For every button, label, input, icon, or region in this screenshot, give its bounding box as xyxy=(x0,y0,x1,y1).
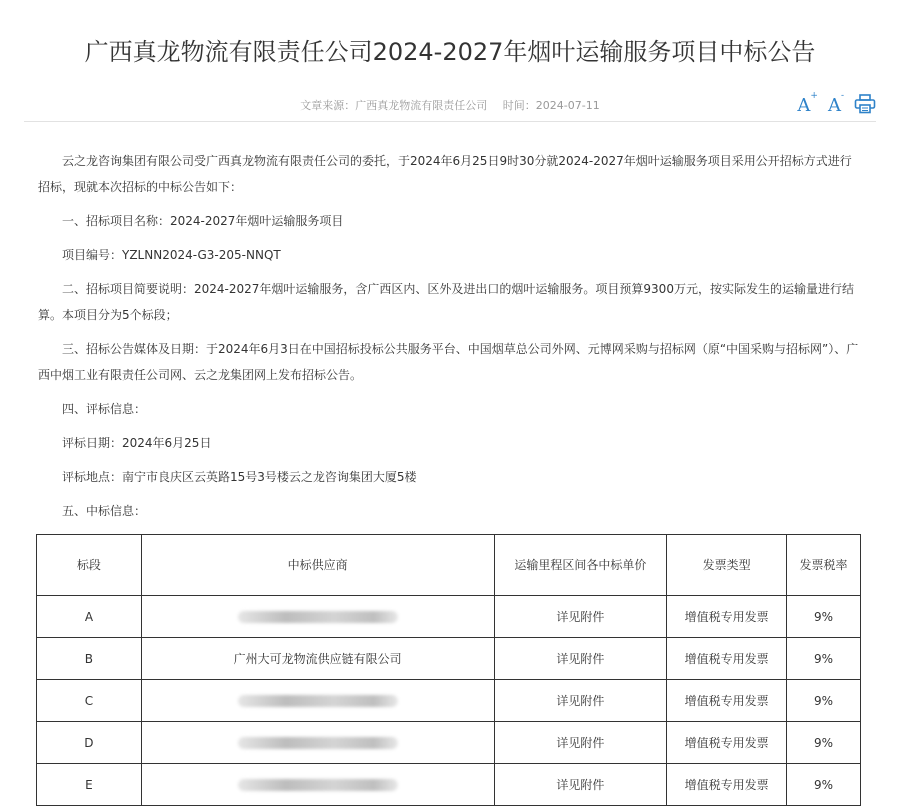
announcement-media-paragraph: 三、招标公告媒体及日期：于2024年6月3日在中国招标投标公共服务平台、中国烟草总公司外网、元博网采购与招标网（原“中国采购与招标网”）、广西中烟工业有限责任公司网、云之龙集团网上发布招标公告。 xyxy=(38,342,859,382)
font-decrease-sup: - xyxy=(840,91,844,101)
font-increase-sup: + xyxy=(810,91,818,101)
evaluation-info-heading: 四、评标信息： xyxy=(62,402,147,416)
table-row xyxy=(37,596,861,638)
lot-cell: C xyxy=(37,680,142,722)
rate-cell: 9% xyxy=(787,722,861,764)
winning-bid-table xyxy=(36,534,861,806)
table-row xyxy=(37,722,861,764)
lot-cell: B xyxy=(37,638,142,680)
evaluation-date-paragraph: 评标日期：2024年6月25日 xyxy=(62,436,212,450)
source-text xyxy=(300,99,487,112)
evaluation-place-paragraph: 评标地点：南宁市良庆区云英路15号3号楼云之龙咨询集团大厦5楼 xyxy=(62,470,417,484)
redacted-text xyxy=(238,695,398,707)
font-increase-button[interactable] xyxy=(797,92,818,116)
printer-icon[interactable] xyxy=(854,94,876,114)
font-increase-glyph: A xyxy=(797,95,811,116)
invoice-cell: 增值税专用发票 xyxy=(667,764,787,806)
redacted-text xyxy=(238,737,398,749)
rate-cell: 9% xyxy=(787,596,861,638)
price-cell: 详见附件 xyxy=(494,722,667,764)
supplier-cell-redacted xyxy=(141,596,494,638)
price-cell: 详见附件 xyxy=(494,764,667,806)
article-meta xyxy=(0,97,900,113)
redacted-text xyxy=(238,611,398,623)
article-body xyxy=(38,148,863,524)
table-row xyxy=(37,680,861,722)
header-invoice-type: 发票类型 xyxy=(667,535,787,596)
rate-cell: 9% xyxy=(787,638,861,680)
article-title: 广西真龙物流有限责任公司2024-2027年烟叶运输服务项目中标公告 xyxy=(84,38,816,66)
intro-paragraph: 云之龙咨询集团有限公司受广西真龙物流有限责任公司的委托，于2024年6月25日9时30分就2024-2027年烟叶运输服务项目采用公开招标方式进行招标，现就本次招标的中标公告如下： xyxy=(38,154,852,194)
time-text xyxy=(503,99,600,112)
project-summary-paragraph: 二、招标项目简要说明：2024-2027年烟叶运输服务，含广西区内、区外及进出口的烟叶运输服务。项目预算9300万元，按实际发生的运输量进行结算。本项目分为5个标段； xyxy=(38,282,854,322)
invoice-cell: 增值税专用发票 xyxy=(667,638,787,680)
project-name-paragraph: 一、招标项目名称：2024-2027年烟叶运输服务项目 xyxy=(62,214,344,228)
header-supplier: 中标供应商 xyxy=(141,535,494,596)
price-cell: 详见附件 xyxy=(494,680,667,722)
header-divider xyxy=(24,121,876,122)
lot-cell: D xyxy=(37,722,142,764)
supplier-cell: 广州大可龙物流供应链有限公司 xyxy=(141,638,494,680)
project-number-paragraph: 项目编号：YZLNN2024-G3-205-NNQT xyxy=(62,248,281,262)
rate-cell: 9% xyxy=(787,680,861,722)
font-decrease-glyph: A xyxy=(827,95,841,116)
lot-cell: A xyxy=(37,596,142,638)
table-row xyxy=(37,764,861,806)
rate-cell: 9% xyxy=(787,764,861,806)
lot-cell: E xyxy=(37,764,142,806)
price-cell: 详见附件 xyxy=(494,596,667,638)
time-label: 时间： xyxy=(502,99,536,112)
supplier-cell-redacted xyxy=(141,680,494,722)
time-value: 2024-07-11 xyxy=(535,99,600,112)
price-cell: 详见附件 xyxy=(494,638,667,680)
redacted-text xyxy=(238,779,398,791)
header-unit-price: 运输里程区间各中标单价 xyxy=(494,535,667,596)
source-label: 文章来源： xyxy=(300,99,356,112)
font-decrease-button[interactable] xyxy=(828,92,844,116)
table-header-row xyxy=(37,535,861,596)
invoice-cell: 增值税专用发票 xyxy=(667,680,787,722)
invoice-cell: 增值税专用发票 xyxy=(667,722,787,764)
source-value: 广西真龙物流有限责任公司 xyxy=(355,99,488,112)
supplier-cell-redacted xyxy=(141,764,494,806)
header-tax-rate: 发票税率 xyxy=(787,535,861,596)
invoice-cell: 增值税专用发票 xyxy=(667,596,787,638)
article-tools xyxy=(797,92,876,116)
table-row xyxy=(37,638,861,680)
winning-info-heading: 五、中标信息： xyxy=(62,504,147,518)
header-lot: 标段 xyxy=(37,535,142,596)
supplier-cell-redacted xyxy=(141,722,494,764)
